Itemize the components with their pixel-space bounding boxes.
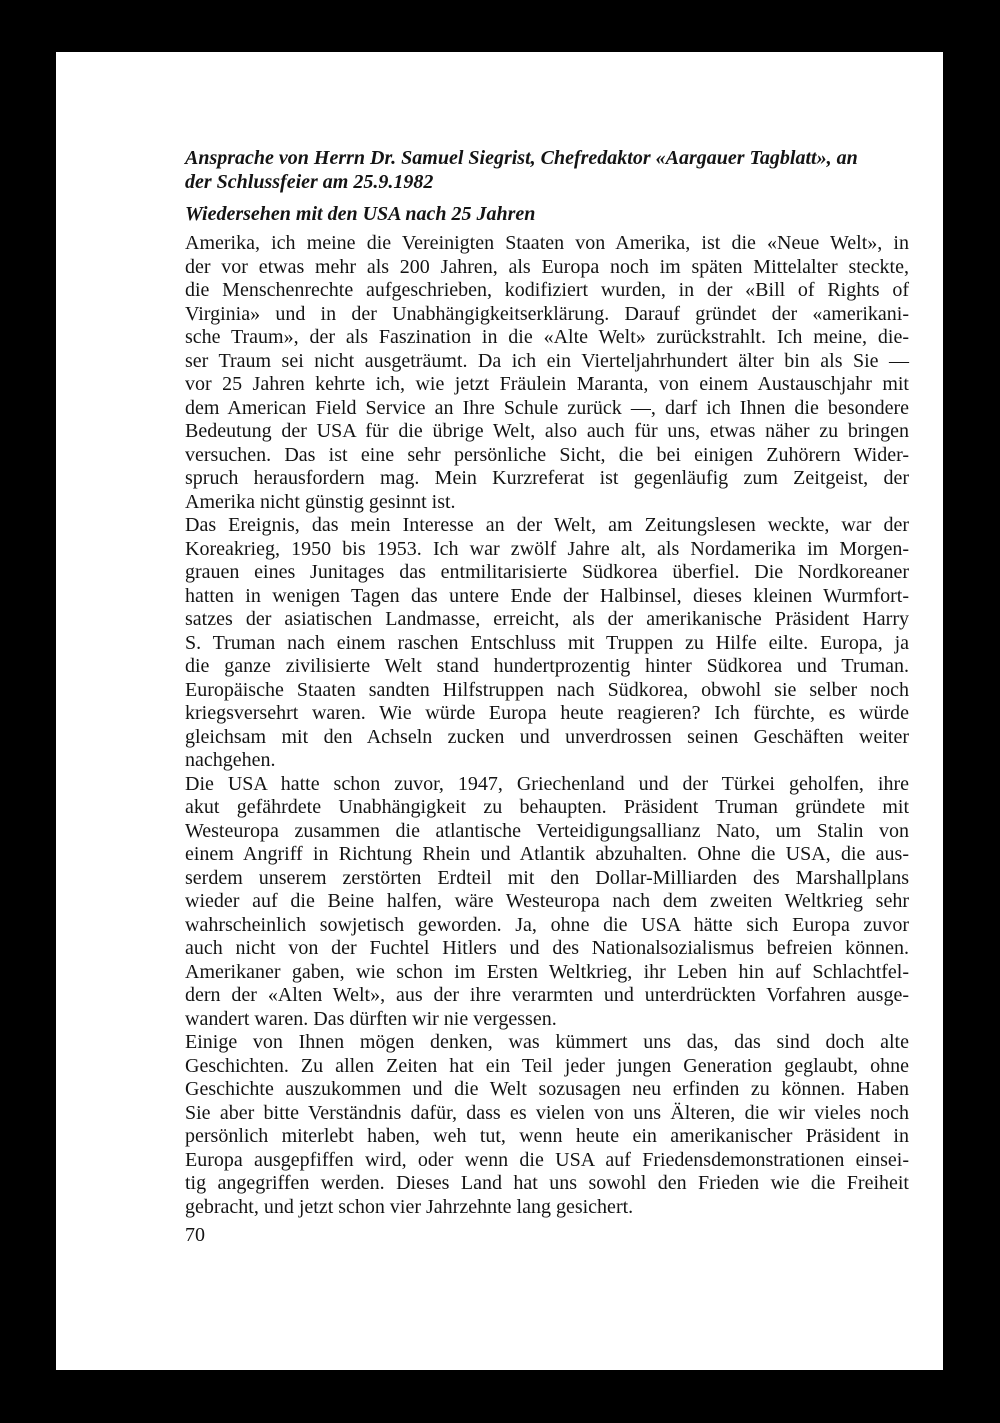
text-line: die ganze zivilisierte Welt stand hundertprozentig hinter Südkorea und Truman. [185, 655, 909, 677]
text-line: der vor etwas mehr als 200 Jahren, als Europa noch im späten Mittelalter steckte, [185, 255, 909, 278]
text-line: ser Traum sei nicht ausgeträumt. Da ich ein Vierteljahrhundert älter bin als Sie — [185, 349, 909, 372]
text-line: S. Truman nach einem raschen Entschluss mit Truppen zu Hilfe eilte. Europa, ja [185, 631, 909, 654]
text-line: kriegsversehrt waren. Wie würde Europa heute reagieren? Ich fürchte, es würde [185, 702, 909, 724]
paragraph-3 [185, 773, 909, 1032]
text-line: sche Traum», der als Faszination in die «Alte Welt» zurückstrahlt. Ich meine, die- [185, 326, 909, 348]
text-line: grauen eines Junitages das entmilitarisierte Südkorea überfiel. Die Nordkoreaner [185, 561, 909, 583]
speech-heading [185, 147, 909, 194]
heading-line: Ansprache von Herrn Dr. Samuel Siegrist, Chefredaktor «Aargauer Tagblatt», an [185, 147, 858, 169]
heading-line: der Schlussfeier am 25.9.1982 [185, 170, 434, 193]
text-line: dem American Field Service an Ihre Schule zurück —, darf ich Ihnen die besondere [185, 396, 909, 419]
text-line: tig angegriffen werden. Dieses Land hat uns sowohl den Frieden wie die Freiheit [185, 1172, 909, 1194]
text-line: Die USA hatte schon zuvor, 1947, Griechenland und der Türkei geholfen, ihre [185, 772, 909, 795]
text-line: Europa ausgepfiffen wird, oder wenn die USA auf Friedensdemonstrationen einsei- [185, 1148, 909, 1171]
text-line: Einige von Ihnen mögen denken, was kümmert uns das, das sind doch alte [185, 1031, 909, 1053]
paragraph-4 [185, 1031, 909, 1219]
text-line: Amerika, ich meine die Vereinigten Staaten von Amerika, ist die «Neue Welt», in [185, 232, 909, 254]
text-line: Geschichte auszukommen und die Welt sozusagen neu erfinden zu können. Haben [185, 1078, 909, 1100]
text-line: spruch herausfordern mag. Mein Kurzreferat ist gegenläufig zum Zeitgeist, der [185, 467, 909, 489]
text-line: Westeuropa zusammen die atlantische Verteidigungsallianz Nato, um Stalin von [185, 819, 909, 842]
speech-subheading: Wiedersehen mit den USA nach 25 Jahren [185, 203, 536, 225]
text-line: Europäische Staaten sandten Hilfstruppen nach Südkorea, obwohl sie selber noch [185, 678, 909, 701]
text-line: Koreakrieg, 1950 bis 1953. Ich war zwölf Jahre alt, als Nordamerika im Morgen- [185, 537, 909, 560]
page-number: 70 [185, 1224, 205, 1246]
text-line: satzes der asiatischen Landmasse, erreicht, als der amerikanische Präsident Harry [185, 608, 909, 630]
text-line: hatten in wenigen Tagen das untere Ende der Halbinsel, dieses kleinen Wurmfort- [185, 584, 909, 607]
text-line: gebracht, und jetzt schon vier Jahrzehnte lang gesichert. [185, 1195, 634, 1218]
text-line: vor 25 Jahren kehrte ich, wie jetzt Fräulein Maranta, von einem Austauschjahr mit [185, 373, 909, 395]
text-line: einem Angriff in Richtung Rhein und Atlantik abzuhalten. Ohne die USA, die aus- [185, 843, 909, 865]
page-content [185, 147, 909, 1247]
text-line: die Menschenrechte aufgeschrieben, kodifiziert wurden, in der «Bill of Rights of [185, 279, 909, 301]
text-line: Amerikaner gaben, wie schon im Ersten Weltkrieg, ihr Leben hin auf Schlachtfel- [185, 960, 909, 983]
text-line: wahrscheinlich sowjetisch geworden. Ja, ohne die USA hätte sich Europa zuvor [185, 913, 909, 936]
text-line: serdem unserem zerstörten Erdteil mit den Dollar-Milliarden des Marshallplans [185, 866, 909, 889]
text-line: wandert waren. Das dürften wir nie vergessen. [185, 1007, 557, 1030]
document-page [56, 52, 943, 1370]
text-line: akut gefährdete Unabhängigkeit zu behaupten. Präsident Truman gründete mit [185, 796, 909, 818]
text-line: auch nicht von der Fuchtel Hitlers und des Nationalsozialismus befreien können. [185, 937, 909, 959]
text-line: wieder auf die Beine halfen, wäre Westeuropa nach dem zweiten Weltkrieg sehr [185, 890, 909, 912]
text-line: Das Ereignis, das mein Interesse an der Welt, am Zeitungslesen weckte, war der [185, 514, 909, 536]
text-line: Amerika nicht günstig gesinnt ist. [185, 490, 456, 513]
text-line: Geschichten. Zu allen Zeiten hat ein Teil jeder jungen Generation geglaubt, ohne [185, 1054, 909, 1077]
text-line: Virginia» und in der Unabhängigkeitserklärung. Darauf gründet der «amerikani- [185, 302, 909, 325]
text-line: persönlich miterlebt haben, weh tut, wenn heute ein amerikanischer Präsident in [185, 1125, 909, 1147]
text-line: versuchen. Das ist eine sehr persönliche Sicht, die bei einigen Zuhörern Wider- [185, 443, 909, 466]
text-line: Sie aber bitte Verständnis dafür, dass es vielen von uns Älteren, die wir vieles noch [185, 1101, 909, 1124]
text-line: Bedeutung der USA für die übrige Welt, also auch für uns, etwas näher zu bringen [185, 420, 909, 442]
text-line: gleichsam mit den Achseln zucken und unverdrossen seinen Geschäften weiter [185, 725, 909, 748]
text-line: dern der «Alten Welt», aus der ihre verarmten und unterdrückten Vorfahren ausge- [185, 984, 909, 1006]
paragraph-2 [185, 514, 909, 773]
paragraph-1 [185, 232, 909, 514]
text-line: nachgehen. [185, 749, 276, 771]
